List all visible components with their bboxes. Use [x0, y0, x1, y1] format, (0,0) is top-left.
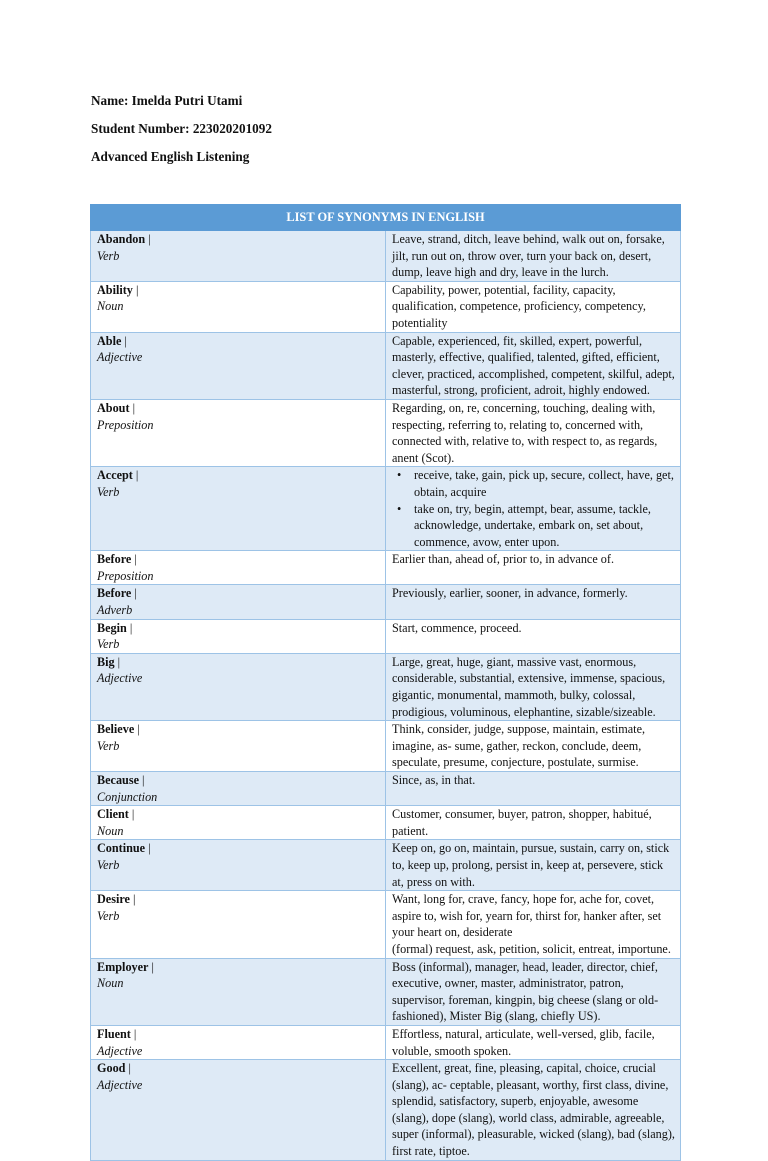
synonyms-cell: Capable, experienced, fit, skilled, expert, powerful, masterly, effective, qualified, talented, gifted, efficient, clever, practiced, accomplished, competent, skilful, adept, masterful, strong, proficient, adroit, highly endowed. [386, 332, 681, 399]
synonyms-cell: Think, consider, judge, suppose, maintain, estimate, imagine, as- sume, gather, reckon, conclude, deem, speculate, presume, conjecture, postulate, surmise. [386, 721, 681, 772]
table-row [91, 551, 681, 585]
synonyms-cell [386, 467, 681, 551]
synonyms-cell: Start, commence, proceed. [386, 619, 681, 653]
word-cell: Big | Adjective [91, 653, 386, 720]
synonyms-cell: Customer, consumer, buyer, patron, shopper, habitué, patient. [386, 806, 681, 840]
part-of-speech: Verb [97, 738, 120, 753]
table-row [91, 840, 681, 891]
table-row [91, 653, 681, 720]
word-cell: Fluent | Adjective [91, 1025, 386, 1059]
synonyms-cell: Large, great, huge, giant, massive vast, enormous, considerable, substantial, extensive, immense, spacious, gigantic, monumental, mammoth, bulky, colossal, prodigious, voluminous, elephantine, sizable/sizeable. [386, 653, 681, 720]
word-cell: About | Preposition [91, 399, 386, 466]
word-cell: Able | Adjective [91, 332, 386, 399]
table-row [91, 231, 681, 282]
synonyms-bullet-list [392, 467, 676, 550]
table-row [91, 721, 681, 772]
table-row [91, 281, 681, 332]
part-of-speech: Verb [97, 248, 120, 263]
part-of-speech: Verb [97, 484, 120, 499]
word-cell: Desire | Verb [91, 891, 386, 958]
table-row [91, 619, 681, 653]
word-cell: Because | Conjunction [91, 772, 386, 806]
word-cell: Employer | Noun [91, 958, 386, 1025]
word: Big [97, 654, 115, 669]
part-of-speech: Noun [97, 299, 124, 314]
synonyms-line: (formal) request, ask, petition, solicit, entreat, importune. [392, 941, 671, 956]
word: Good [97, 1061, 126, 1076]
word-cell: Good | Adjective [91, 1060, 386, 1161]
word: Fluent [97, 1026, 131, 1041]
synonyms-cell: Keep on, go on, maintain, pursue, sustain, carry on, stick to, keep up, prolong, persist in, keep at, persevere, stick at, press on with. [386, 840, 681, 891]
word-cell: Client | Noun [91, 806, 386, 840]
course-title: Advanced English Listening [91, 149, 250, 164]
part-of-speech: Preposition [97, 568, 154, 583]
table-row [91, 399, 681, 466]
table-row [91, 806, 681, 840]
part-of-speech: Adverb [97, 603, 133, 618]
table-header-row [91, 205, 681, 231]
synonyms-cell: Leave, strand, ditch, leave behind, walk out on, forsake, jilt, run out on, throw over, turn your back on, desert, dump, leave high and dry, leave in the lurch. [386, 231, 681, 282]
word-cell: Believe | Verb [91, 721, 386, 772]
table-row [91, 332, 681, 399]
word-cell: Abandon | Verb [91, 231, 386, 282]
table-row [91, 585, 681, 619]
table-row [91, 467, 681, 551]
word-cell: Before | Preposition [91, 551, 386, 585]
word: Able [97, 333, 122, 348]
word: Because [97, 773, 139, 787]
synonyms-bullet: • take on, try, begin, attempt, bear, assume, tackle, acknowledge, undertake, embark on, set about, commence, avow, enter upon. [414, 501, 676, 551]
part-of-speech: Verb [97, 637, 120, 652]
word-cell: Continue | Verb [91, 840, 386, 891]
word: Desire [97, 892, 130, 907]
table-row [91, 1025, 681, 1059]
word: About [97, 400, 130, 415]
word-cell: Accept | Verb [91, 467, 386, 551]
synonyms-cell: Boss (informal), manager, head, leader, director, chief, executive, owner, master, administrator, patron, supervisor, foreman, kingpin, big cheese (slang or old-fashioned), Mister Big (slang, chiefly US). [386, 958, 681, 1025]
word: Abandon [97, 232, 146, 246]
part-of-speech: Noun [97, 976, 124, 991]
table-row [91, 891, 681, 958]
word: Begin [97, 620, 127, 635]
student-number: Student Number: 223020201092 [91, 121, 272, 136]
part-of-speech: Noun [97, 823, 124, 838]
synonyms-cell: Regarding, on, re, concerning, touching, dealing with, respecting, referring to, relating to, concerned with, connected with, relative to, with respect to, as regards, anent (Scot). [386, 399, 681, 466]
synonyms-cell: Earlier than, ahead of, prior to, in advance of. [386, 551, 681, 585]
word: Believe [97, 722, 135, 737]
word: Before [97, 586, 132, 601]
synonyms-cell [386, 891, 681, 958]
synonyms-bullet: • receive, take, gain, pick up, secure, collect, have, get, obtain, acquire [414, 467, 676, 500]
part-of-speech: Verb [97, 908, 120, 923]
synonyms-cell: Excellent, great, fine, pleasing, capital, choice, crucial (slang), ac- ceptable, pleasant, worthy, first class, divine, splendid, satisfactory, superb, enjoyable, awesome (slang), dope (slang), world class, admirable, agreeable, super (informal), pleasurable, wicked (slang), bad (slang), first rate, tiptoe. [386, 1060, 681, 1161]
word-cell: Begin | Verb [91, 619, 386, 653]
word: Client [97, 807, 129, 822]
part-of-speech: Adjective [97, 350, 143, 365]
word: Employer [97, 959, 149, 974]
synonyms-cell: Since, as, in that. [386, 772, 681, 806]
word-cell: Ability | Noun [91, 281, 386, 332]
part-of-speech: Adjective [97, 1077, 143, 1092]
part-of-speech: Adjective [97, 671, 143, 686]
table-row [91, 772, 681, 806]
part-of-speech: Conjunction [97, 789, 158, 804]
part-of-speech: Preposition [97, 417, 154, 432]
part-of-speech: Adjective [97, 1043, 143, 1058]
word-cell: Before | Adverb [91, 585, 386, 619]
synonyms-cell: Capability, power, potential, facility, capacity, qualification, competence, proficiency, competency, potentiality [386, 281, 681, 332]
word: Ability [97, 282, 133, 297]
synonyms-table [90, 204, 681, 1161]
word: Before [97, 552, 132, 567]
student-name: Name: Imelda Putri Utami [91, 93, 243, 108]
synonyms-line: Want, long for, crave, fancy, hope for, ache for, covet, aspire to, wish for, yearn for, thirst for, hanker after, set your heart on, desiderate [392, 892, 662, 940]
synonyms-cell: Previously, earlier, sooner, in advance, formerly. [386, 585, 681, 619]
synonyms-cell: Effortless, natural, articulate, well-versed, glib, facile, voluble, smooth spoken. [386, 1025, 681, 1059]
part-of-speech: Verb [97, 857, 120, 872]
word: Accept [97, 468, 133, 483]
table-row [91, 1060, 681, 1161]
table-row [91, 958, 681, 1025]
word: Continue [97, 841, 146, 856]
table-title: LIST OF SYNONYMS IN ENGLISH [91, 205, 681, 231]
